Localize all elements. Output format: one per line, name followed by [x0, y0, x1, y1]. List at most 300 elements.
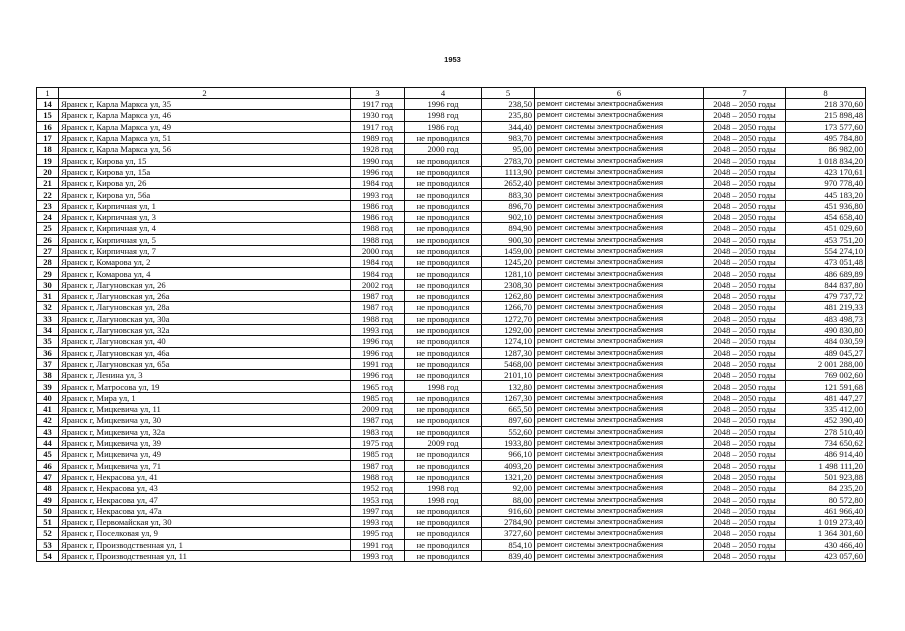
cost-cell: 84 235,20 — [786, 483, 866, 494]
area-cell: 1113,90 — [482, 166, 535, 177]
area-cell: 1267,30 — [482, 392, 535, 403]
work-type-cell: ремонт системы электроснабжения — [535, 121, 704, 132]
work-type-cell: ремонт системы электроснабжения — [535, 471, 704, 482]
address-cell: Яранск г, Некрасова ул, 47 — [59, 494, 351, 505]
build-year-cell: 1990 год — [351, 155, 405, 166]
table-row — [37, 313, 866, 324]
table-row — [37, 528, 866, 539]
area-cell: 1459,00 — [482, 245, 535, 256]
work-type-cell: ремонт системы электроснабжения — [535, 415, 704, 426]
cost-cell: 451 936,80 — [786, 200, 866, 211]
build-year-cell: 1953 год — [351, 494, 405, 505]
table-row — [37, 460, 866, 471]
area-cell: 238,50 — [482, 99, 535, 110]
last-repair-year-cell: не проводился — [405, 166, 482, 177]
area-cell: 2308,30 — [482, 279, 535, 290]
address-cell: Яранск г, Карла Маркса ул, 56 — [59, 144, 351, 155]
area-cell: 4093,20 — [482, 460, 535, 471]
build-year-cell: 1993 год — [351, 324, 405, 335]
last-repair-year-cell: 1998 год — [405, 494, 482, 505]
row-number-cell: 19 — [37, 155, 59, 166]
row-number-cell: 49 — [37, 494, 59, 505]
cost-cell: 453 751,20 — [786, 234, 866, 245]
cost-cell: 844 837,80 — [786, 279, 866, 290]
address-cell: Яранск г, Лагуновская ул, 65а — [59, 358, 351, 369]
build-year-cell: 1983 год — [351, 426, 405, 437]
address-cell: Яранск г, Кирова ул, 15 — [59, 155, 351, 166]
address-cell: Яранск г, Мицкевича ул, 71 — [59, 460, 351, 471]
address-cell: Яранск г, Мицкевича ул, 32а — [59, 426, 351, 437]
area-cell: 1274,10 — [482, 336, 535, 347]
cost-cell: 481 219,33 — [786, 302, 866, 313]
last-repair-year-cell: не проводился — [405, 268, 482, 279]
last-repair-year-cell: 2000 год — [405, 144, 482, 155]
table-row — [37, 415, 866, 426]
work-type-cell: ремонт системы электроснабжения — [535, 483, 704, 494]
address-cell: Яранск г, Кирпичная ул, 3 — [59, 211, 351, 222]
work-type-cell: ремонт системы электроснабжения — [535, 279, 704, 290]
row-number-cell: 45 — [37, 449, 59, 460]
area-cell: 2652,40 — [482, 178, 535, 189]
address-cell: Яранск г, Комарова ул, 4 — [59, 268, 351, 279]
work-type-cell: ремонт системы электроснабжения — [535, 426, 704, 437]
cost-cell: 86 982,00 — [786, 144, 866, 155]
period-cell: 2048 – 2050 годы — [704, 245, 786, 256]
area-cell: 5468,00 — [482, 358, 535, 369]
table-row — [37, 449, 866, 460]
address-cell: Яранск г, Мицкевича ул, 39 — [59, 437, 351, 448]
address-cell: Яранск г, Карла Маркса ул, 49 — [59, 121, 351, 132]
period-cell: 2048 – 2050 годы — [704, 494, 786, 505]
last-repair-year-cell: не проводился — [405, 234, 482, 245]
build-year-cell: 1996 год — [351, 347, 405, 358]
last-repair-year-cell: не проводился — [405, 404, 482, 415]
last-repair-year-cell: не проводился — [405, 449, 482, 460]
last-repair-year-cell: не проводился — [405, 155, 482, 166]
area-cell: 983,70 — [482, 132, 535, 143]
work-type-cell: ремонт системы электроснабжения — [535, 223, 704, 234]
last-repair-year-cell: не проводился — [405, 471, 482, 482]
last-repair-year-cell: не проводился — [405, 211, 482, 222]
period-cell: 2048 – 2050 годы — [704, 528, 786, 539]
address-cell: Яранск г, Кирова ул, 26 — [59, 178, 351, 189]
work-type-cell: ремонт системы электроснабжения — [535, 449, 704, 460]
area-cell: 1245,20 — [482, 257, 535, 268]
row-number-cell: 30 — [37, 279, 59, 290]
last-repair-year-cell: не проводился — [405, 528, 482, 539]
area-cell: 1321,20 — [482, 471, 535, 482]
cost-cell: 2 001 288,00 — [786, 358, 866, 369]
work-type-cell: ремонт системы электроснабжения — [535, 291, 704, 302]
table-row — [37, 347, 866, 358]
address-cell: Яранск г, Кирпичная ул, 5 — [59, 234, 351, 245]
address-cell: Яранск г, Лагуновская ул, 30а — [59, 313, 351, 324]
last-repair-year-cell: не проводился — [405, 460, 482, 471]
period-cell: 2048 – 2050 годы — [704, 449, 786, 460]
last-repair-year-cell: не проводился — [405, 426, 482, 437]
row-number-cell: 32 — [37, 302, 59, 313]
last-repair-year-cell: не проводился — [405, 291, 482, 302]
work-type-cell: ремонт системы электроснабжения — [535, 144, 704, 155]
build-year-cell: 1987 год — [351, 302, 405, 313]
build-year-cell: 1996 год — [351, 370, 405, 381]
work-type-cell: ремонт системы электроснабжения — [535, 347, 704, 358]
work-type-cell: ремонт системы электроснабжения — [535, 370, 704, 381]
work-type-cell: ремонт системы электроснабжения — [535, 336, 704, 347]
build-year-cell: 1984 год — [351, 178, 405, 189]
row-number-cell: 33 — [37, 313, 59, 324]
row-number-cell: 48 — [37, 483, 59, 494]
table-row — [37, 99, 866, 110]
row-number-cell: 14 — [37, 99, 59, 110]
table-row — [37, 144, 866, 155]
column-header: 7 — [704, 88, 786, 99]
row-number-cell: 23 — [37, 200, 59, 211]
address-cell: Яранск г, Лагуновская ул, 26а — [59, 291, 351, 302]
area-cell: 92,00 — [482, 483, 535, 494]
table-body — [37, 88, 866, 562]
last-repair-year-cell: не проводился — [405, 539, 482, 550]
column-header: 8 — [786, 88, 866, 99]
last-repair-year-cell: не проводился — [405, 200, 482, 211]
table-row — [37, 166, 866, 177]
row-number-cell: 43 — [37, 426, 59, 437]
work-type-cell: ремонт системы электроснабжения — [535, 324, 704, 335]
period-cell: 2048 – 2050 годы — [704, 166, 786, 177]
work-type-cell: ремонт системы электроснабжения — [535, 437, 704, 448]
table-row — [37, 132, 866, 143]
cost-cell: 490 830,80 — [786, 324, 866, 335]
period-cell: 2048 – 2050 годы — [704, 155, 786, 166]
address-cell: Яранск г, Кирова ул, 15а — [59, 166, 351, 177]
table-row — [37, 539, 866, 550]
period-cell: 2048 – 2050 годы — [704, 460, 786, 471]
build-year-cell: 1986 год — [351, 211, 405, 222]
last-repair-year-cell: не проводился — [405, 347, 482, 358]
build-year-cell: 1995 год — [351, 528, 405, 539]
build-year-cell: 1975 год — [351, 437, 405, 448]
area-cell: 1266,70 — [482, 302, 535, 313]
table-row — [37, 426, 866, 437]
address-cell: Яранск г, Некрасова ул, 43 — [59, 483, 351, 494]
area-cell: 2101,10 — [482, 370, 535, 381]
build-year-cell: 1993 год — [351, 550, 405, 561]
cost-cell: 769 002,60 — [786, 370, 866, 381]
row-number-cell: 34 — [37, 324, 59, 335]
period-cell: 2048 – 2050 годы — [704, 223, 786, 234]
last-repair-year-cell: не проводился — [405, 516, 482, 527]
row-number-cell: 37 — [37, 358, 59, 369]
build-year-cell: 1988 год — [351, 313, 405, 324]
work-type-cell: ремонт системы электроснабжения — [535, 302, 704, 313]
period-cell: 2048 – 2050 годы — [704, 471, 786, 482]
address-cell: Яранск г, Кирпичная ул, 1 — [59, 200, 351, 211]
row-number-cell: 24 — [37, 211, 59, 222]
cost-cell: 80 572,80 — [786, 494, 866, 505]
work-type-cell: ремонт системы электроснабжения — [535, 200, 704, 211]
period-cell: 2048 – 2050 годы — [704, 178, 786, 189]
period-cell: 2048 – 2050 годы — [704, 302, 786, 313]
row-number-cell: 44 — [37, 437, 59, 448]
cost-cell: 501 923,88 — [786, 471, 866, 482]
row-number-cell: 42 — [37, 415, 59, 426]
row-number-cell: 25 — [37, 223, 59, 234]
build-year-cell: 1917 год — [351, 121, 405, 132]
period-cell: 2048 – 2050 годы — [704, 99, 786, 110]
row-number-cell: 15 — [37, 110, 59, 121]
row-number-cell: 22 — [37, 189, 59, 200]
last-repair-year-cell: не проводился — [405, 302, 482, 313]
last-repair-year-cell: не проводился — [405, 279, 482, 290]
build-year-cell: 1988 год — [351, 234, 405, 245]
address-cell: Яранск г, Кирпичная ул, 7 — [59, 245, 351, 256]
table-row — [37, 279, 866, 290]
row-number-cell: 52 — [37, 528, 59, 539]
table-row — [37, 121, 866, 132]
build-year-cell: 1928 год — [351, 144, 405, 155]
area-cell: 552,60 — [482, 426, 535, 437]
table-row — [37, 200, 866, 211]
build-year-cell: 2009 год — [351, 404, 405, 415]
period-cell: 2048 – 2050 годы — [704, 516, 786, 527]
cost-cell: 484 030,59 — [786, 336, 866, 347]
row-number-cell: 17 — [37, 132, 59, 143]
area-cell: 1281,10 — [482, 268, 535, 279]
table-row — [37, 505, 866, 516]
cost-cell: 481 447,27 — [786, 392, 866, 403]
address-cell: Яранск г, Лагуновская ул, 40 — [59, 336, 351, 347]
last-repair-year-cell: не проводился — [405, 132, 482, 143]
table-row — [37, 245, 866, 256]
build-year-cell: 1987 год — [351, 415, 405, 426]
period-cell: 2048 – 2050 годы — [704, 121, 786, 132]
work-type-cell: ремонт системы электроснабжения — [535, 392, 704, 403]
period-cell: 2048 – 2050 годы — [704, 279, 786, 290]
period-cell: 2048 – 2050 годы — [704, 505, 786, 516]
row-number-cell: 50 — [37, 505, 59, 516]
last-repair-year-cell: 1998 год — [405, 483, 482, 494]
row-number-cell: 36 — [37, 347, 59, 358]
table-row — [37, 178, 866, 189]
row-number-cell: 27 — [37, 245, 59, 256]
area-cell: 132,80 — [482, 381, 535, 392]
area-cell: 854,10 — [482, 539, 535, 550]
cost-cell: 454 658,40 — [786, 211, 866, 222]
build-year-cell: 1984 год — [351, 257, 405, 268]
build-year-cell: 1991 год — [351, 539, 405, 550]
period-cell: 2048 – 2050 годы — [704, 358, 786, 369]
column-header: 4 — [405, 88, 482, 99]
column-header: 3 — [351, 88, 405, 99]
period-cell: 2048 – 2050 годы — [704, 370, 786, 381]
address-cell: Яранск г, Кирова ул, 56а — [59, 189, 351, 200]
address-cell: Яранск г, Лагуновская ул, 32а — [59, 324, 351, 335]
build-year-cell: 2000 год — [351, 245, 405, 256]
work-type-cell: ремонт системы электроснабжения — [535, 155, 704, 166]
cost-cell: 1 018 834,20 — [786, 155, 866, 166]
address-cell: Яранск г, Некрасова ул, 41 — [59, 471, 351, 482]
last-repair-year-cell: не проводился — [405, 550, 482, 561]
build-year-cell: 1985 год — [351, 392, 405, 403]
cost-cell: 734 650,62 — [786, 437, 866, 448]
row-number-cell: 18 — [37, 144, 59, 155]
cost-cell: 335 412,00 — [786, 404, 866, 415]
row-number-cell: 21 — [37, 178, 59, 189]
work-type-cell: ремонт системы электроснабжения — [535, 166, 704, 177]
address-cell: Яранск г, Карла Маркса ул, 46 — [59, 110, 351, 121]
period-cell: 2048 – 2050 годы — [704, 189, 786, 200]
area-cell: 235,80 — [482, 110, 535, 121]
period-cell: 2048 – 2050 годы — [704, 313, 786, 324]
work-type-cell: ремонт системы электроснабжения — [535, 110, 704, 121]
last-repair-year-cell: 1998 год — [405, 110, 482, 121]
build-year-cell: 1993 год — [351, 516, 405, 527]
work-type-cell: ремонт системы электроснабжения — [535, 550, 704, 561]
last-repair-year-cell: не проводился — [405, 392, 482, 403]
area-cell: 883,30 — [482, 189, 535, 200]
last-repair-year-cell: 1996 год — [405, 99, 482, 110]
table-row — [37, 211, 866, 222]
area-cell: 344,40 — [482, 121, 535, 132]
address-cell: Яранск г, Производственная ул, 1 — [59, 539, 351, 550]
table-row — [37, 257, 866, 268]
build-year-cell: 1917 год — [351, 99, 405, 110]
cost-cell: 278 510,40 — [786, 426, 866, 437]
address-cell: Яранск г, Кирпичная ул, 4 — [59, 223, 351, 234]
row-number-cell: 46 — [37, 460, 59, 471]
table-row — [37, 155, 866, 166]
cost-cell: 483 498,73 — [786, 313, 866, 324]
row-number-cell: 26 — [37, 234, 59, 245]
build-year-cell: 1985 год — [351, 449, 405, 460]
table-row — [37, 550, 866, 561]
cost-cell: 423 170,61 — [786, 166, 866, 177]
period-cell: 2048 – 2050 годы — [704, 426, 786, 437]
table-row — [37, 370, 866, 381]
address-cell: Яранск г, Мира ул, 1 — [59, 392, 351, 403]
row-number-cell: 38 — [37, 370, 59, 381]
column-header: 2 — [59, 88, 351, 99]
buildings-table — [36, 87, 866, 562]
cost-cell: 1 498 111,20 — [786, 460, 866, 471]
period-cell: 2048 – 2050 годы — [704, 415, 786, 426]
work-type-cell: ремонт системы электроснабжения — [535, 189, 704, 200]
work-type-cell: ремонт системы электроснабжения — [535, 257, 704, 268]
period-cell: 2048 – 2050 годы — [704, 324, 786, 335]
cost-cell: 486 914,40 — [786, 449, 866, 460]
work-type-cell: ремонт системы электроснабжения — [535, 505, 704, 516]
table-row — [37, 336, 866, 347]
cost-cell: 489 045,27 — [786, 347, 866, 358]
period-cell: 2048 – 2050 годы — [704, 211, 786, 222]
area-cell: 3727,60 — [482, 528, 535, 539]
table-row — [37, 302, 866, 313]
build-year-cell: 1984 год — [351, 268, 405, 279]
area-cell: 896,70 — [482, 200, 535, 211]
last-repair-year-cell: не проводился — [405, 178, 482, 189]
period-cell: 2048 – 2050 годы — [704, 291, 786, 302]
build-year-cell: 2002 год — [351, 279, 405, 290]
area-cell: 2783,70 — [482, 155, 535, 166]
area-cell: 1262,80 — [482, 291, 535, 302]
area-cell: 966,10 — [482, 449, 535, 460]
area-cell: 839,40 — [482, 550, 535, 561]
row-number-cell: 47 — [37, 471, 59, 482]
cost-cell: 473 051,48 — [786, 257, 866, 268]
area-cell: 2784,90 — [482, 516, 535, 527]
address-cell: Яранск г, Некрасова ул, 47а — [59, 505, 351, 516]
cost-cell: 215 898,48 — [786, 110, 866, 121]
period-cell: 2048 – 2050 годы — [704, 437, 786, 448]
address-cell: Яранск г, Лагуновская ул, 28а — [59, 302, 351, 313]
row-number-cell: 28 — [37, 257, 59, 268]
cost-cell: 495 784,80 — [786, 132, 866, 143]
work-type-cell: ремонт системы электроснабжения — [535, 211, 704, 222]
period-cell: 2048 – 2050 годы — [704, 483, 786, 494]
build-year-cell: 1930 год — [351, 110, 405, 121]
last-repair-year-cell: не проводился — [405, 370, 482, 381]
area-cell: 1287,30 — [482, 347, 535, 358]
work-type-cell: ремонт системы электроснабжения — [535, 268, 704, 279]
last-repair-year-cell: не проводился — [405, 324, 482, 335]
column-header: 1 — [37, 88, 59, 99]
cost-cell: 121 591,68 — [786, 381, 866, 392]
row-number-cell: 54 — [37, 550, 59, 561]
area-cell: 88,00 — [482, 494, 535, 505]
last-repair-year-cell: не проводился — [405, 505, 482, 516]
table-row — [37, 381, 866, 392]
row-number-cell: 29 — [37, 268, 59, 279]
area-cell: 894,90 — [482, 223, 535, 234]
table-row — [37, 494, 866, 505]
period-cell: 2048 – 2050 годы — [704, 132, 786, 143]
row-number-cell: 16 — [37, 121, 59, 132]
period-cell: 2048 – 2050 годы — [704, 257, 786, 268]
address-cell: Яранск г, Матросова ул, 19 — [59, 381, 351, 392]
last-repair-year-cell: не проводился — [405, 223, 482, 234]
build-year-cell: 1986 год — [351, 200, 405, 211]
area-cell: 902,10 — [482, 211, 535, 222]
period-cell: 2048 – 2050 годы — [704, 392, 786, 403]
table-row — [37, 404, 866, 415]
last-repair-year-cell: не проводился — [405, 336, 482, 347]
work-type-cell: ремонт системы электроснабжения — [535, 358, 704, 369]
row-number-cell: 41 — [37, 404, 59, 415]
work-type-cell: ремонт системы электроснабжения — [535, 178, 704, 189]
last-repair-year-cell: не проводился — [405, 245, 482, 256]
cost-cell: 445 183,20 — [786, 189, 866, 200]
cost-cell: 554 274,10 — [786, 245, 866, 256]
last-repair-year-cell: не проводился — [405, 189, 482, 200]
row-number-cell: 51 — [37, 516, 59, 527]
table-row — [37, 189, 866, 200]
table-row — [37, 392, 866, 403]
area-cell: 1933,80 — [482, 437, 535, 448]
table-row — [37, 234, 866, 245]
build-year-cell: 1989 год — [351, 132, 405, 143]
area-cell: 916,60 — [482, 505, 535, 516]
last-repair-year-cell: не проводился — [405, 415, 482, 426]
address-cell: Яранск г, Лагуновская ул, 46а — [59, 347, 351, 358]
cost-cell: 486 689,89 — [786, 268, 866, 279]
work-type-cell: ремонт системы электроснабжения — [535, 381, 704, 392]
table-row — [37, 110, 866, 121]
period-cell: 2048 – 2050 годы — [704, 268, 786, 279]
work-type-cell: ремонт системы электроснабжения — [535, 460, 704, 471]
build-year-cell: 1987 год — [351, 460, 405, 471]
build-year-cell: 1952 год — [351, 483, 405, 494]
cost-cell: 461 966,40 — [786, 505, 866, 516]
